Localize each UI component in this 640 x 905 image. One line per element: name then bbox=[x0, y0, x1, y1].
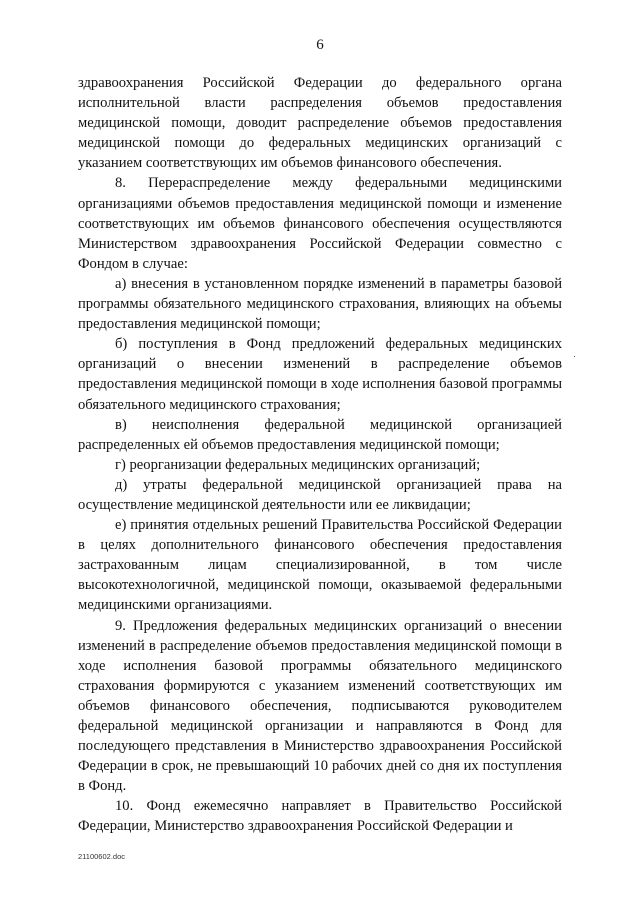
paragraph-8-item-e: е) принятия отдельных решений Правительства Российской Федерации в целях дополнительного финансового обеспечения предоставления застрахованным лицам специализированной, в том числе высокотехнологичной, медицинской помощи, оказываемой федеральными медицинскими организациями. bbox=[78, 517, 562, 614]
paragraph-8-item-g: г) реорганизации федеральных медицинских организаций; bbox=[115, 456, 481, 473]
document-body bbox=[78, 73, 562, 837]
paragraph-8-item-b: б) поступления в Фонд предложений федеральных медицинских организаций о внесении изменений в распределение объемов предоставления медицинской помощи в ходе исполнения базовой программы обязательного медицинского страхования; bbox=[78, 336, 562, 413]
paragraph-10: 10. Фонд ежемесячно направляет в Правительство Российской Федерации, Министерство здравоохранения Российской Федерации и bbox=[78, 798, 562, 835]
paragraph-8-item-v: в) неисполнения федеральной медицинской организацией распределенных ей объемов предоставления медицинской помощи; bbox=[78, 416, 562, 453]
paragraph-8: 8. Перераспределение между федеральными медицинскими организациями объемов предоставления медицинской помощи и изменение соответствующих им объемов финансового обеспечения осуществляются Министерством здравоохранения Российской Федерации совместно с Фондом в случае: bbox=[78, 175, 562, 272]
paragraph-8-item-d: д) утраты федеральной медицинской организацией права на осуществление медицинской деятельности или ее ликвидации; bbox=[78, 476, 562, 513]
paragraph-9: 9. Предложения федеральных медицинских организаций о внесении изменений в распределение объемов предоставления медицинской помощи в ходе исполнения базовой программы обязательного медицинского страхования формируются с указанием изменений соответствующих им объемов финансового обеспечения, подписываются руководителем федеральной медицинской организации и направляются в Фонд для последующего представления в Министерство здравоохранения Российской Федерации в срок, не превышающий 10 рабочих дней со дня их поступления в Фонд. bbox=[78, 617, 562, 795]
paragraph-8-item-a: а) внесения в установленном порядке изменений в параметры базовой программы обязательного медицинского страхования, влияющих на объемы предоставления медицинской помощи; bbox=[78, 275, 562, 333]
footer-file-code: 21100602.doc bbox=[78, 852, 125, 861]
paragraph-continued: здравоохранения Российской Федерации до федерального органа исполнительной власти распределения объемов предоставления медицинской помощи, доводит распределение объемов предоставления медицинской помощи до федеральных медицинских организаций с указанием соответствующих им объемов финансового обеспечения. bbox=[78, 75, 562, 172]
page-number: 6 bbox=[316, 37, 324, 53]
scan-speck bbox=[574, 356, 575, 357]
